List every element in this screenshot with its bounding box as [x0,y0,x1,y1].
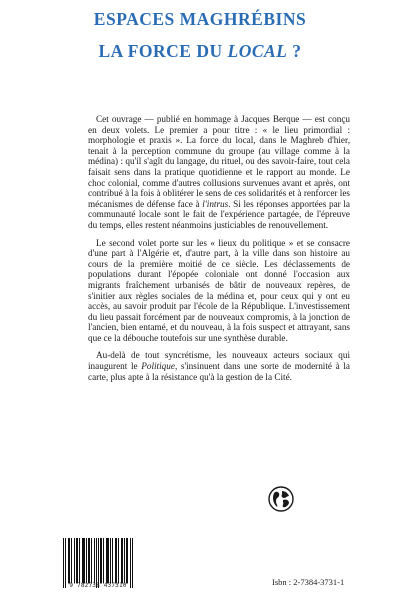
back-cover-text [88,114,350,389]
subtitle-suffix: ? [287,41,302,61]
paragraph-3-start: Au-delà de tout syncrétisme, les nouveaux acteurs sociaux qui inaugurent le [88,350,350,372]
paragraph-3 [88,350,350,382]
paragraph-3-italic: Politique [141,361,175,372]
paragraph-1-italic: l'intrus [202,198,229,209]
subtitle-italic: LOCAL [227,41,288,61]
barcode-icon [62,538,134,588]
paragraph-1-text: Cet ouvrage — publié en hommage à Jacques Berque — est conçu en deux volets. Le premier a pour titre : « le lieu primordial : morphologie et praxis ». La force du local, dans le Maghreb d'hier, tenait à la perception commune du groupe (au village comme à la médina) : qu'il s'agît du langage, du rituel, ou des savoir-faire, tout cela faisait sens dans la pratique quotidienne et le rapport au monde. Le choc colonial, comme d'autres collusions survenues avant et après, ont contribué à la fois à oblitérer le sens de ces solidarités et à renforcer les mécanismes de défense face à [88,114,350,209]
book-title: ESPACES MAGHRÉBINS [93,9,307,29]
paragraph-2: Le second volet porte sur les « lieux du politique » et se consacre d'une part à l'Algérie et, d'autre part, à la ville dans son histoire au cours de la première moitié de ce siècle. Les déclassements de populations durant l'épopée coloniale ont donné l'occasion aux migrants fraîchement urbanisés de bâtir de nouveaux repères, de s'initier aux règles sociales de la médina et, pour ceux qui y ont eu accès, au savoir produit par l'école de la République. L'investissement du lieu passait forcément par de nouveaux compromis, à la jonction de l'ancien, bien entamé, et du nouveau, à la fois suspect et attrayant, sans que ce la débouche toutefois sur une synthèse durable. [88,237,350,343]
paragraph-3-end: , s'insinuent dans une sorte de modernité à la carte, plus apte à la résistance qu'à la gestion de la Cité. [88,361,351,382]
book-subtitle [0,40,400,62]
cover-header [0,8,400,62]
barcode-digits: 9 782738 437310 [69,582,127,589]
isbn-label: Isbn : 2-7384-3731-1 [272,577,345,587]
paragraph-1-end: . Si les réponses apportées par la communauté locale sont le fait de l'expérience partagée, de l'épreuve du temps, elles restent néanmoins justiciables de renouvellement. [88,198,350,230]
subtitle-prefix: LA FORCE DU [98,41,228,61]
globe-icon [268,486,294,512]
paragraph-1 [88,114,350,231]
